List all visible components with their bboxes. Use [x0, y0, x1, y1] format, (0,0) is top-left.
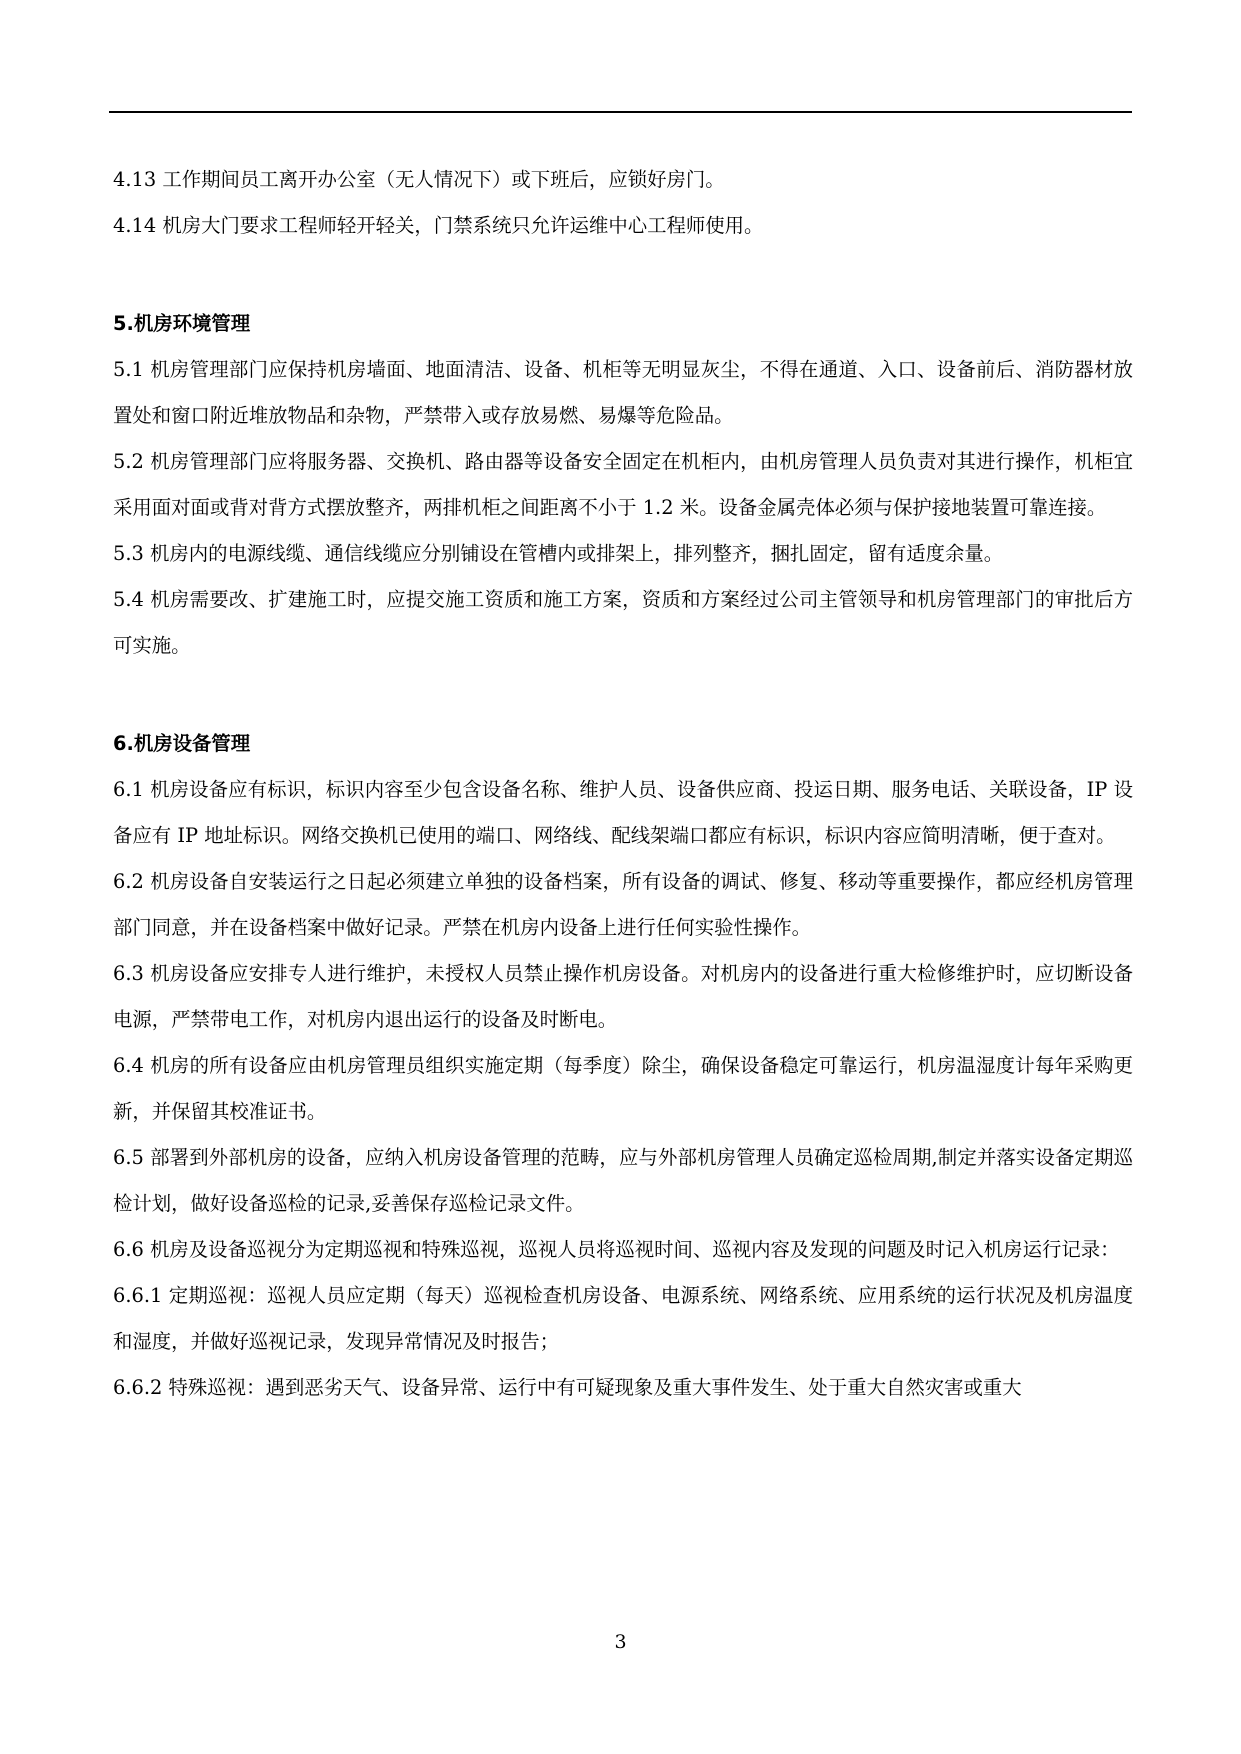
paragraph-6-6: 6.6 机房及设备巡视分为定期巡视和特殊巡视，巡视人员将巡视时间、巡视内容及发现的问题及时记入机房运行记录：: [113, 1238, 1120, 1261]
paragraph-4-14: 4.14 机房大门要求工程师轻开轻关，门禁系统只允许运维中心工程师使用。: [113, 214, 764, 237]
paragraph-6-4: 6.4 机房的所有设备应由机房管理员组织实施定期（每季度）除尘，确保设备稳定可靠运行，机房温湿度计每年采购更新，并保留其校准证书。: [113, 1054, 1133, 1123]
section-spacer: [113, 249, 1133, 301]
paragraph-6-5: 6.5 部署到外部机房的设备，应纳入机房设备管理的范畴，应与外部机房管理人员确定巡检周期,制定并落实设备定期巡检计划，做好设备巡检的记录,妥善保存巡检记录文件。: [113, 1146, 1133, 1215]
paragraph-5-3: 5.3 机房内的电源线缆、通信线缆应分别铺设在管槽内或排架上，排列整齐，捆扎固定，留有适度余量。: [113, 542, 1004, 565]
section-heading-6: 6.机房设备管理: [113, 732, 251, 755]
paragraph-5-2: 5.2 机房管理部门应将服务器、交换机、路由器等设备安全固定在机柜内，由机房管理人员负责对其进行操作，机柜宜采用面对面或背对背方式摆放整齐，两排机柜之间距离不小于 1.2 米。设备金属壳体必须与保护接地装置可靠连接。: [113, 450, 1133, 519]
paragraph-6-3: 6.3 机房设备应安排专人进行维护，未授权人员禁止操作机房设备。对机房内的设备进行重大检修维护时，应切断设备电源，严禁带电工作，对机房内退出运行的设备及时断电。: [113, 962, 1133, 1031]
document-body: [113, 157, 1133, 1411]
header-rule: [109, 111, 1132, 113]
paragraph-5-4: 5.4 机房需要改、扩建施工时，应提交施工资质和施工方案，资质和方案经过公司主管领导和机房管理部门的审批后方可实施。: [113, 588, 1133, 657]
section-spacer: [113, 669, 1133, 721]
section-heading-5: 5.机房环境管理: [113, 312, 251, 335]
paragraph-6-6-1: 6.6.1 定期巡视：巡视人员应定期（每天）巡视检查机房设备、电源系统、网络系统、应用系统的运行状况及机房温度和湿度，并做好巡视记录，发现异常情况及时报告；: [113, 1284, 1133, 1353]
paragraph-4-13: 4.13 工作期间员工离开办公室（无人情况下）或下班后，应锁好房门。: [113, 168, 725, 191]
paragraph-6-2: 6.2 机房设备自安装运行之日起必须建立单独的设备档案，所有设备的调试、修复、移动等重要操作，都应经机房管理部门同意，并在设备档案中做好记录。严禁在机房内设备上进行任何实验性操作。: [113, 870, 1133, 939]
page-number: 3: [614, 1631, 627, 1653]
paragraph-6-1: 6.1 机房设备应有标识，标识内容至少包含设备名称、维护人员、设备供应商、投运日期、服务电话、关联设备，IP 设备应有 IP 地址标识。网络交换机已使用的端口、网络线、配线架端口都应有标识，标识内容应简明清晰，便于查对。: [113, 778, 1133, 847]
paragraph-5-1: 5.1 机房管理部门应保持机房墙面、地面清洁、设备、机柜等无明显灰尘，不得在通道、入口、设备前后、消防器材放置处和窗口附近堆放物品和杂物，严禁带入或存放易燃、易爆等危险品。: [113, 358, 1133, 427]
paragraph-6-6-2: 6.6.2 特殊巡视：遇到恶劣天气、设备异常、运行中有可疑现象及重大事件发生、处于重大自然灾害或重大: [113, 1376, 1022, 1399]
